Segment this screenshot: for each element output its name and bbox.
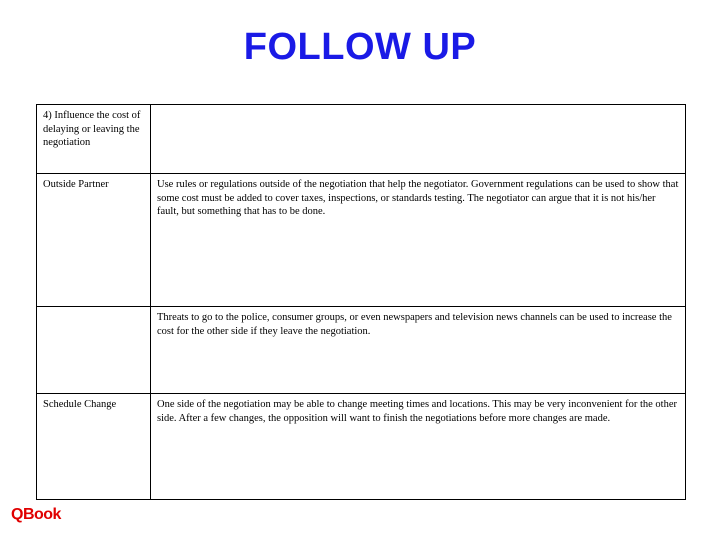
row-description-cell: Threats to go to the police, consumer groups, or even newspapers and television news channels can be used to increase the cost for the other side if they leave the negotiation. xyxy=(151,307,686,394)
row-description-cell xyxy=(151,105,686,174)
row-label-cell: Outside Partner xyxy=(37,174,151,307)
table-row xyxy=(37,394,686,500)
row-label-cell xyxy=(37,307,151,394)
row-description-cell: One side of the negotiation may be able to change meeting times and locations. This may be very inconvenient for the other side. After a few changes, the opposition will want to finish the negotiations before more changes are made. xyxy=(151,394,686,500)
row-label-cell: Schedule Change xyxy=(37,394,151,500)
row-description-cell: Use rules or regulations outside of the negotiation that help the negotiator. Government regulations can be used to show that some cost must be added to cover taxes, inspections, or standards testing. The negotiator can argue that it is not his/her fault, but something that has to be done. xyxy=(151,174,686,307)
content-table xyxy=(36,104,686,500)
table-row xyxy=(37,307,686,394)
table-row xyxy=(37,174,686,307)
qbook-logo: QBook xyxy=(11,506,61,523)
table-row xyxy=(37,105,686,174)
slide-title: FOLLOW UP xyxy=(243,26,477,68)
row-label-cell: 4) Influence the cost of delaying or leaving the negotiation xyxy=(37,105,151,174)
